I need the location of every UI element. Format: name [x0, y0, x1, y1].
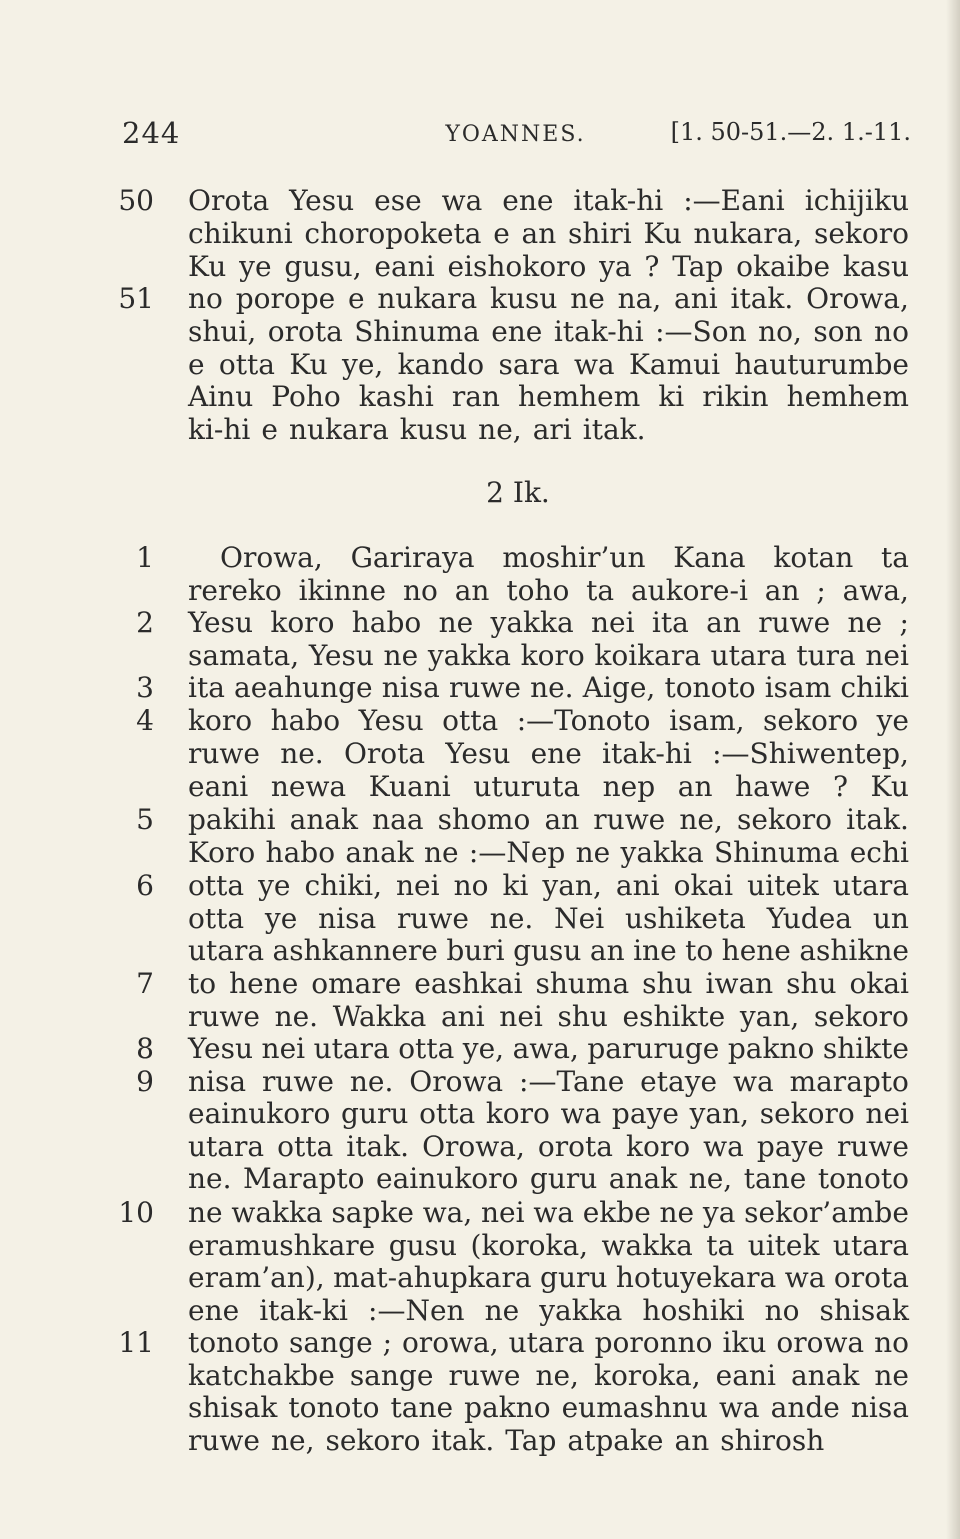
- verse-number: 7: [136, 967, 154, 1000]
- text-line: koro habo Yesu otta :—Tonoto isam, sekoro ye: [188, 704, 909, 737]
- text-line: Yesu koro habo ne yakka nei ita an ruwe ne ;: [188, 606, 909, 639]
- text-line: Yesu nei utara otta ye, awa, paruruge pakno shikte: [188, 1032, 909, 1065]
- verse-number: 3: [136, 671, 154, 704]
- page-number: 244: [122, 116, 181, 150]
- page-header: [118, 116, 913, 156]
- text-line: Orota Yesu ese wa ene itak-hi :—Eani ichijiku: [188, 184, 909, 217]
- verse-number: 50: [118, 184, 154, 217]
- verse-range: [1. 50-51.—2. 1.-11.: [670, 118, 911, 146]
- text-line: shui, orota Shinuma ene itak-hi :—Son no, son no: [188, 315, 909, 348]
- text-line: Orowa, Gariraya moshir’un Kana kotan ta: [220, 541, 909, 574]
- verse-number: 51: [118, 282, 154, 315]
- chapter-heading: 2 Ik.: [486, 476, 550, 509]
- text-line: Koro habo anak ne :—Nep ne yakka Shinuma echi: [188, 836, 909, 869]
- text-line: otta ye chiki, nei no ki yan, ani okai uitek utara: [188, 869, 909, 902]
- page-edge-shadow: [946, 0, 960, 1539]
- verse-number: 9: [136, 1065, 154, 1098]
- running-title: YOANNES.: [445, 122, 586, 147]
- text-line: katchakbe sange ruwe ne, koroka, eani anak ne: [188, 1359, 909, 1392]
- text-line: rereko ikinne no an toho ta aukore-i an ; awa,: [188, 574, 909, 607]
- text-line: ruwe ne. Wakka ani nei shu eshikte yan, sekoro: [188, 1000, 909, 1033]
- text-line: ne. Marapto eainukoro guru anak ne, tane tonoto: [188, 1162, 909, 1195]
- text-line: samata, Yesu ne yakka koro koikara utara tura nei: [188, 639, 909, 672]
- text-line: eani newa Kuani uturuta nep an hawe ? Ku: [188, 770, 909, 803]
- text-line: shisak tonoto tane pakno eumashnu wa ande nisa: [188, 1391, 909, 1424]
- text-line: Ainu Poho kashi ran hemhem ki rikin hemhem: [188, 380, 909, 413]
- text-line: ki-hi e nukara kusu ne, ari itak.: [188, 413, 646, 446]
- text-line: to hene omare eashkai shuma shu iwan shu okai: [188, 967, 909, 1000]
- text-line: utara ashkannere buri gusu an ine to hene ashikne: [188, 934, 909, 967]
- text-line: ruwe ne, sekoro itak. Tap atpake an shirosh: [188, 1424, 825, 1457]
- text-line: no porope e nukara kusu ne na, ani itak. Orowa,: [188, 282, 909, 315]
- text-line: ne wakka sapke wa, nei wa ekbe ne ya sekor’ambe: [188, 1196, 909, 1229]
- verse-number: 1: [136, 541, 154, 574]
- verse-number: 10: [118, 1196, 154, 1229]
- text-line: eainukoro guru otta koro wa paye yan, sekoro nei: [188, 1097, 909, 1130]
- text-line: ruwe ne. Orota Yesu ene itak-hi :—Shiwentep,: [188, 737, 909, 770]
- text-line: chikuni choropoketa e an shiri Ku nukara, sekoro: [188, 217, 909, 250]
- text-line: ene itak-ki :—Nen ne yakka hoshiki no shisak: [188, 1294, 909, 1327]
- text-line: eramushkare gusu (koroka, wakka ta uitek utara: [188, 1229, 909, 1262]
- text-line: ita aeahunge nisa ruwe ne. Aige, tonoto isam chiki: [188, 671, 909, 704]
- verse-number: 6: [136, 869, 154, 902]
- text-line: nisa ruwe ne. Orowa :—Tane etaye wa marapto: [188, 1065, 909, 1098]
- text-line: e otta Ku ye, kando sara wa Kamui hauturumbe: [188, 348, 909, 381]
- text-line: pakihi anak naa shomo an ruwe ne, sekoro itak.: [188, 803, 909, 836]
- verse-number: 11: [118, 1326, 154, 1359]
- verse-number: 4: [136, 704, 154, 737]
- verse-number: 8: [136, 1032, 154, 1065]
- text-line: tonoto sange ; orowa, utara poronno iku orowa no: [188, 1326, 909, 1359]
- text-line: Ku ye gusu, eani eishokoro ya ? Tap okaibe kasu: [188, 250, 909, 283]
- verse-number: 2: [136, 606, 154, 639]
- text-line: utara otta itak. Orowa, orota koro wa paye ruwe: [188, 1130, 909, 1163]
- text-line: otta ye nisa ruwe ne. Nei ushiketa Yudea un: [188, 902, 909, 935]
- verse-number: 5: [136, 803, 154, 836]
- text-line: eram’an), mat-ahupkara guru hotuyekara wa orota: [188, 1261, 909, 1294]
